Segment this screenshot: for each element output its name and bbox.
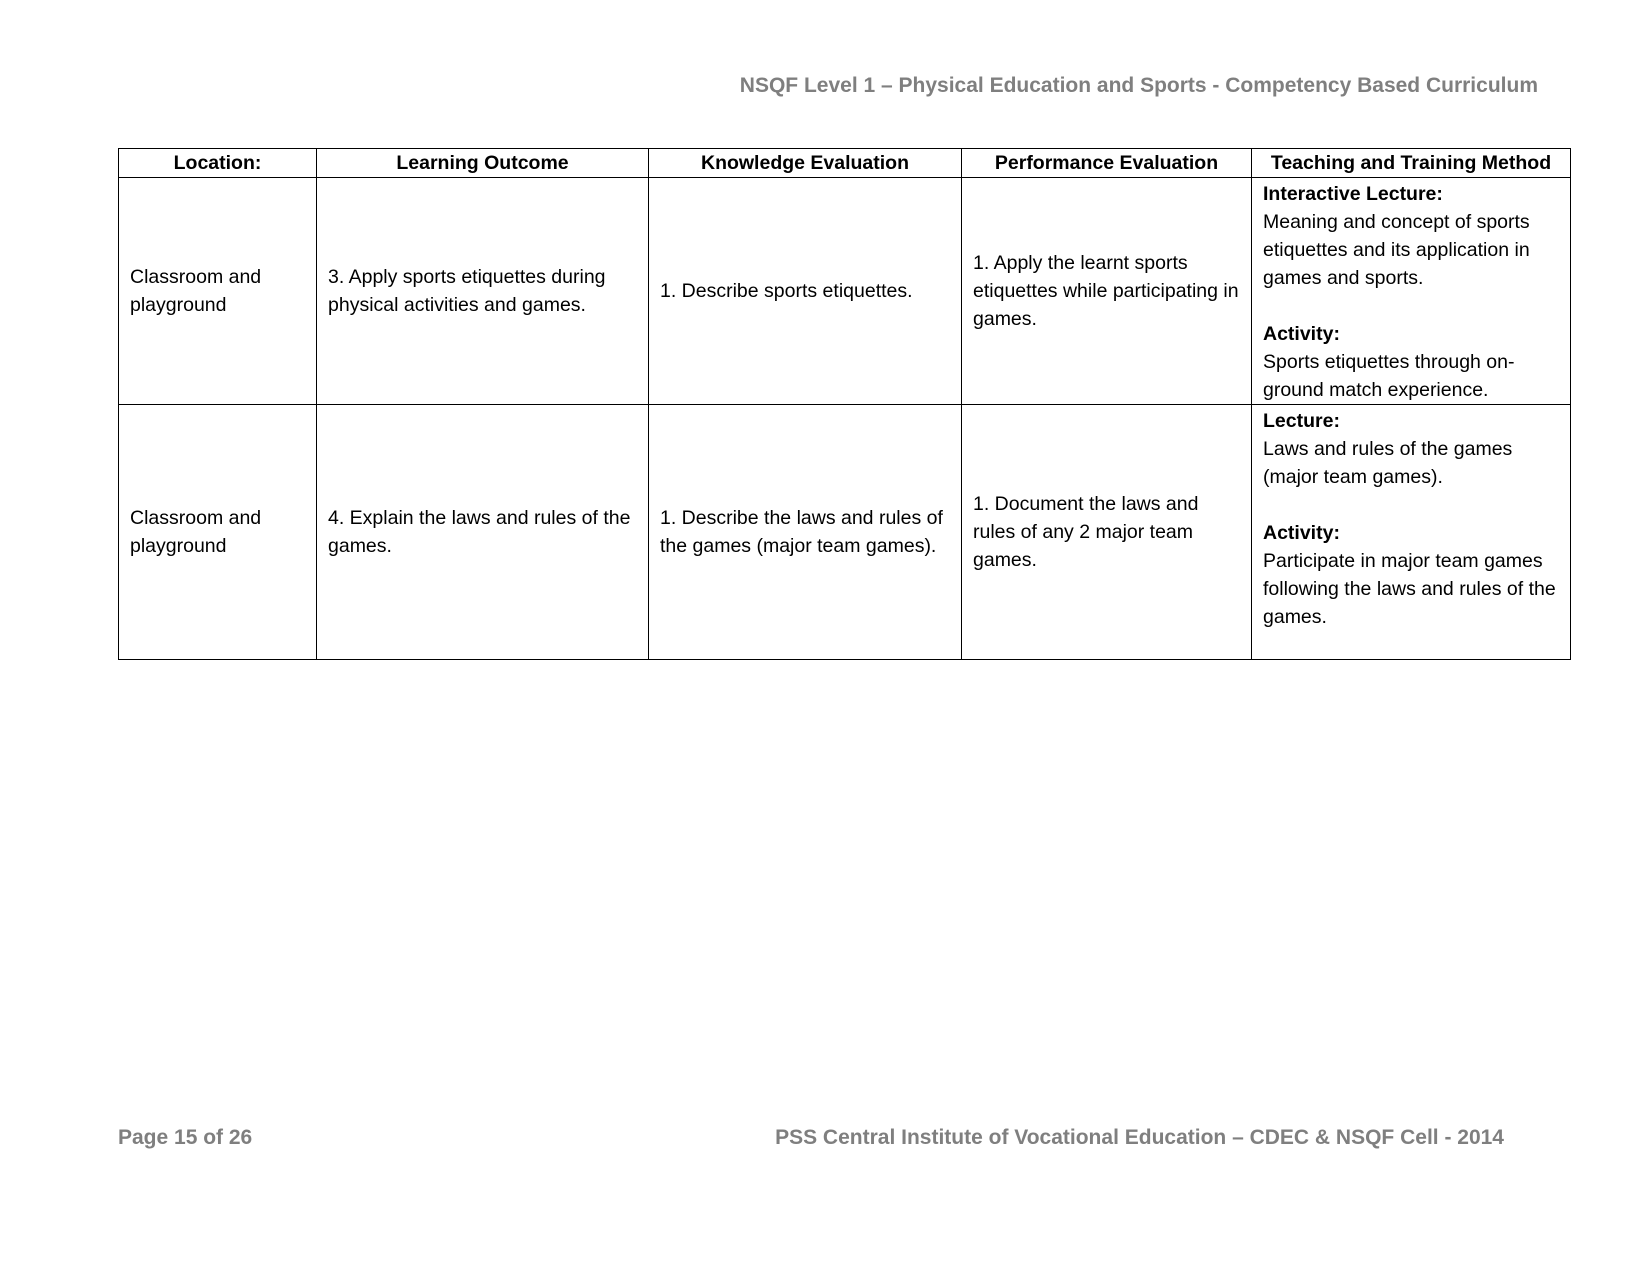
method-spacer [1263,491,1559,519]
curriculum-table [118,148,1571,660]
footer-organization: PSS Central Institute of Vocational Education – CDEC & NSQF Cell - 2014 [775,1126,1504,1149]
knowledge-evaluation-cell: 1. Describe the laws and rules of the games (major team games). [649,405,962,660]
teaching-method-cell [1252,405,1571,660]
activity-text: Participate in major team games following the laws and rules of the games. [1263,550,1556,628]
table-row [119,405,1571,660]
column-header-location: Location: [119,149,317,178]
knowledge-evaluation-cell: 1. Describe sports etiquettes. [649,178,962,405]
column-header-knowledge-evaluation: Knowledge Evaluation [649,149,962,178]
activity-text: Sports etiquettes through on-ground match experience. [1263,351,1515,401]
location-cell: Classroom and playground [119,405,317,660]
column-header-performance-evaluation: Performance Evaluation [962,149,1252,178]
table-row [119,178,1571,405]
performance-evaluation-cell: 1. Apply the learnt sports etiquettes while participating in games. [962,178,1252,405]
activity-heading: Activity: [1263,522,1340,544]
page-number: Page 15 of 26 [118,1126,253,1149]
method-heading: Lecture: [1263,410,1340,432]
method-heading: Interactive Lecture: [1263,183,1443,205]
column-header-learning-outcome: Learning Outcome [317,149,649,178]
learning-outcome-cell: 4. Explain the laws and rules of the games. [317,405,649,660]
method-text: Laws and rules of the games (major team games). [1263,438,1513,488]
activity-heading: Activity: [1263,323,1340,345]
column-header-teaching-method: Teaching and Training Method [1252,149,1571,178]
method-spacer [1263,292,1559,320]
learning-outcome-cell: 3. Apply sports etiquettes during physical activities and games. [317,178,649,405]
performance-evaluation-cell: 1. Document the laws and rules of any 2 major team games. [962,405,1252,660]
location-cell: Classroom and playground [119,178,317,405]
method-text: Meaning and concept of sports etiquettes and its application in games and sports. [1263,211,1530,289]
running-header: NSQF Level 1 – Physical Education and Sports - Competency Based Curriculum [739,74,1538,97]
teaching-method-cell [1252,178,1571,405]
table-header-row [119,149,1571,178]
